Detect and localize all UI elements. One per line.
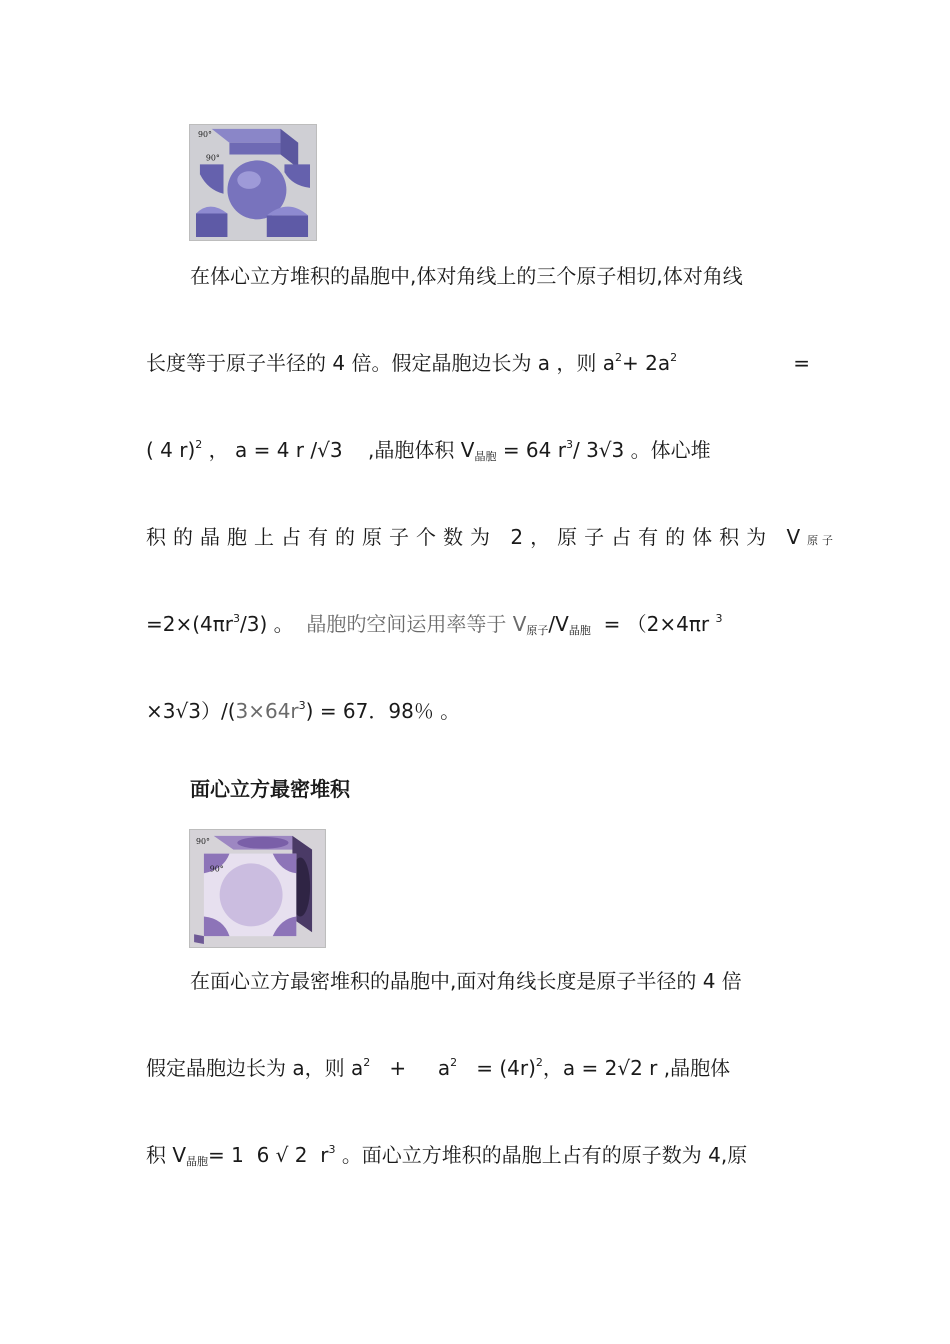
superscript: 2 — [363, 1056, 371, 1069]
bcc-paragraph-line-5: $=2\times(4\pi r^3/3)$ 。 晶胞旳空间运用率等于 $V_{原子}/V_{晶胞} = (2\times 4\pi r$ $^3$ — [146, 612, 723, 637]
superscript: 3 — [328, 1143, 336, 1156]
fcc-unit-cell-drawing — [190, 830, 325, 947]
bcc-text-2: 长度等于原子半径的 4 倍。假定晶胞边长为 a ，则 $a^2+ 2a^2$ — [146, 351, 678, 375]
fcc-paragraph-line-2: 假定晶胞边长为 a，则 $a^2$ + $a^2$ = $(4r)^2$，a = 2√2 r ,晶胞体 — [146, 1056, 731, 1080]
superscript: 2 — [670, 351, 678, 364]
subscript-atom: 原子 — [526, 624, 549, 637]
fcc-paragraph-line-1 — [190, 968, 810, 994]
superscript: 2 — [450, 1056, 458, 1069]
bcc-angle-label-1: 90° — [197, 129, 212, 139]
superscript: 3 — [565, 438, 573, 451]
bcc-paragraph-line-2 — [146, 350, 810, 376]
bcc-unit-cell-figure — [189, 124, 317, 241]
bcc-unit-cell-drawing — [190, 125, 316, 240]
fcc-unit-cell-figure — [189, 829, 326, 948]
superscript: 3 — [233, 612, 241, 625]
bcc-text-4: 积的晶胞上占有的原子个数为 2，原子占有的体积为 V — [146, 525, 808, 549]
equals-sign: = — [793, 351, 810, 375]
section-heading-fcc: 面心立方最密堆积 — [190, 777, 350, 801]
superscript: 2 — [615, 351, 623, 364]
utilization-text: 晶胞旳空间运用率等于 V — [306, 612, 527, 636]
superscript: 2 — [195, 438, 203, 451]
bcc-text-1: 在体心立方堆积的晶胞中,体对角线上的三个原子相切,体对角线 — [190, 264, 743, 288]
subscript-cell: 晶胞 — [474, 450, 497, 463]
fcc-angle-label-2: 90° — [209, 864, 224, 874]
bcc-paragraph-line-3: ( 4 r)$^2$ ， a = 4 r /√3 ,晶胞体积 $V_{晶胞} = 64$ $r^3/$ 3√3 。体心堆 — [146, 438, 711, 463]
bcc-paragraph-line-1 — [190, 263, 810, 289]
bcc-paragraph-line-6: $\times 3√3)/(3\times 64r^3) = 67$．98％ 。 — [146, 699, 461, 723]
fcc-angle-label-1: 90° — [196, 836, 210, 846]
superscript: 3 — [715, 612, 723, 625]
superscript: 2 — [535, 1056, 543, 1069]
fcc-text-1: 在面心立方最密堆积的晶胞中,面对角线长度是原子半径的 4 倍 — [190, 969, 742, 993]
fcc-paragraph-line-3: 积 $V_{晶胞}= 1$ 6 √ 2 $r^3$ 。面心立方堆积的晶胞上占有的原子数为 4,原 — [146, 1143, 748, 1168]
subscript-cell: 晶胞 — [568, 624, 591, 637]
superscript: 3 — [298, 699, 306, 712]
bcc-angle-label-2: 90° — [205, 153, 220, 163]
bcc-paragraph-line-4: 积的晶胞上占有的原子个数为 2，原子占有的体积为 V 原子 — [146, 525, 837, 549]
subscript-cell: 晶胞 — [186, 1155, 209, 1168]
